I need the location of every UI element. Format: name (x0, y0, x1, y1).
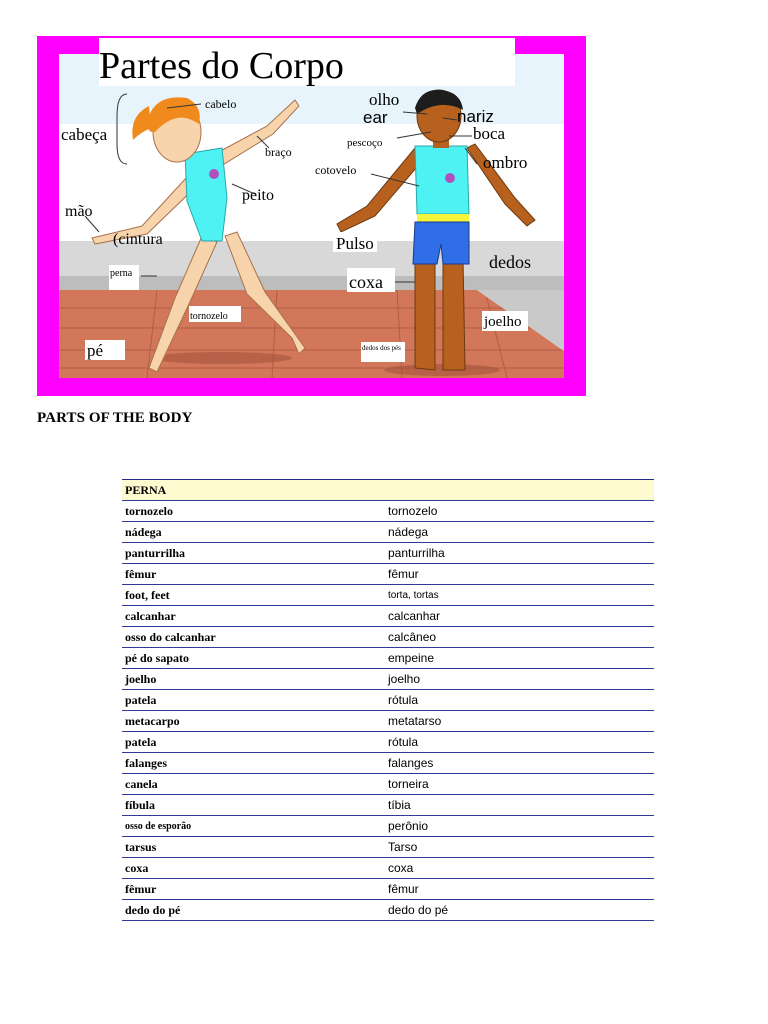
translation-cell: dedo do pé (385, 900, 654, 921)
table-header-cell: PERNA (122, 480, 654, 501)
translation-cell: rótula (385, 690, 654, 711)
table-row (122, 795, 654, 816)
table-row (122, 627, 654, 648)
translation-cell: tíbia (385, 795, 654, 816)
label-cotovelo: cotovelo (315, 163, 357, 177)
label-joelho: joelho (484, 314, 522, 330)
label-braco: braço (265, 145, 292, 159)
table-row (122, 585, 654, 606)
table-row (122, 900, 654, 921)
label-ear: ear (363, 108, 388, 127)
table-row (122, 690, 654, 711)
translation-cell: panturrilha (385, 543, 654, 564)
translation-cell: torta, tortas (385, 585, 654, 606)
term-cell: foot, feet (122, 585, 385, 606)
label-cintura: (cintura (113, 231, 163, 248)
term-cell: calcanhar (122, 606, 385, 627)
term-cell: pé do sapato (122, 648, 385, 669)
term-cell: canela (122, 774, 385, 795)
translation-cell: metatarso (385, 711, 654, 732)
term-cell: fêmur (122, 564, 385, 585)
translation-cell: rótula (385, 732, 654, 753)
label-cabelo: cabelo (205, 97, 237, 111)
vocabulary-table (122, 479, 654, 921)
label-perna: perna (110, 268, 133, 279)
table-row (122, 522, 654, 543)
section-heading: PARTS OF THE BODY (37, 410, 193, 426)
label-olho: olho (369, 90, 400, 109)
translation-cell: fêmur (385, 879, 654, 900)
table-row (122, 669, 654, 690)
term-cell: fêmur (122, 879, 385, 900)
table-row (122, 501, 654, 522)
label-boca: boca (473, 124, 506, 143)
label-dedos-dos-pes: dedos dos pés (362, 344, 401, 352)
translation-cell: perônio (385, 816, 654, 837)
translation-cell: falanges (385, 753, 654, 774)
translation-cell: tornozelo (385, 501, 654, 522)
term-cell: panturrilha (122, 543, 385, 564)
term-cell: patela (122, 690, 385, 711)
label-coxa: coxa (349, 272, 383, 292)
term-cell: osso de esporão (122, 816, 385, 837)
table-header-row (122, 480, 654, 501)
table-row (122, 648, 654, 669)
table-row (122, 879, 654, 900)
label-tornozelo: tornozelo (190, 311, 228, 322)
label-ombro: ombro (483, 153, 528, 172)
term-cell: tornozelo (122, 501, 385, 522)
translation-cell: Tarso (385, 837, 654, 858)
table-row (122, 732, 654, 753)
table-row (122, 816, 654, 837)
term-cell: dedo do pé (122, 900, 385, 921)
term-cell: patela (122, 732, 385, 753)
term-cell: tarsus (122, 837, 385, 858)
label-mao: mão (65, 203, 93, 220)
label-pescoco: pescoço (347, 137, 383, 149)
term-cell: coxa (122, 858, 385, 879)
term-cell: fíbula (122, 795, 385, 816)
term-cell: osso do calcanhar (122, 627, 385, 648)
translation-cell: fêmur (385, 564, 654, 585)
term-cell: falanges (122, 753, 385, 774)
label-peito: peito (242, 187, 274, 204)
illustration-title: Partes do Corpo (99, 45, 344, 87)
label-pe: pé (87, 341, 104, 360)
term-cell: joelho (122, 669, 385, 690)
translation-cell: coxa (385, 858, 654, 879)
label-cabeca: cabeça (61, 125, 108, 144)
translation-cell: calcâneo (385, 627, 654, 648)
translation-cell: empeine (385, 648, 654, 669)
term-cell: nádega (122, 522, 385, 543)
term-cell: metacarpo (122, 711, 385, 732)
translation-cell: joelho (385, 669, 654, 690)
table-row (122, 711, 654, 732)
label-dedos: dedos (489, 252, 531, 272)
body-parts-illustration (37, 36, 586, 396)
table-row (122, 564, 654, 585)
table-row (122, 543, 654, 564)
label-nariz: nariz (457, 107, 494, 126)
table-row (122, 774, 654, 795)
table-row (122, 753, 654, 774)
translation-cell: calcanhar (385, 606, 654, 627)
translation-cell: nádega (385, 522, 654, 543)
label-pulso: Pulso (336, 234, 374, 253)
translation-cell: torneira (385, 774, 654, 795)
table-row (122, 837, 654, 858)
table-row (122, 606, 654, 627)
table-row (122, 858, 654, 879)
